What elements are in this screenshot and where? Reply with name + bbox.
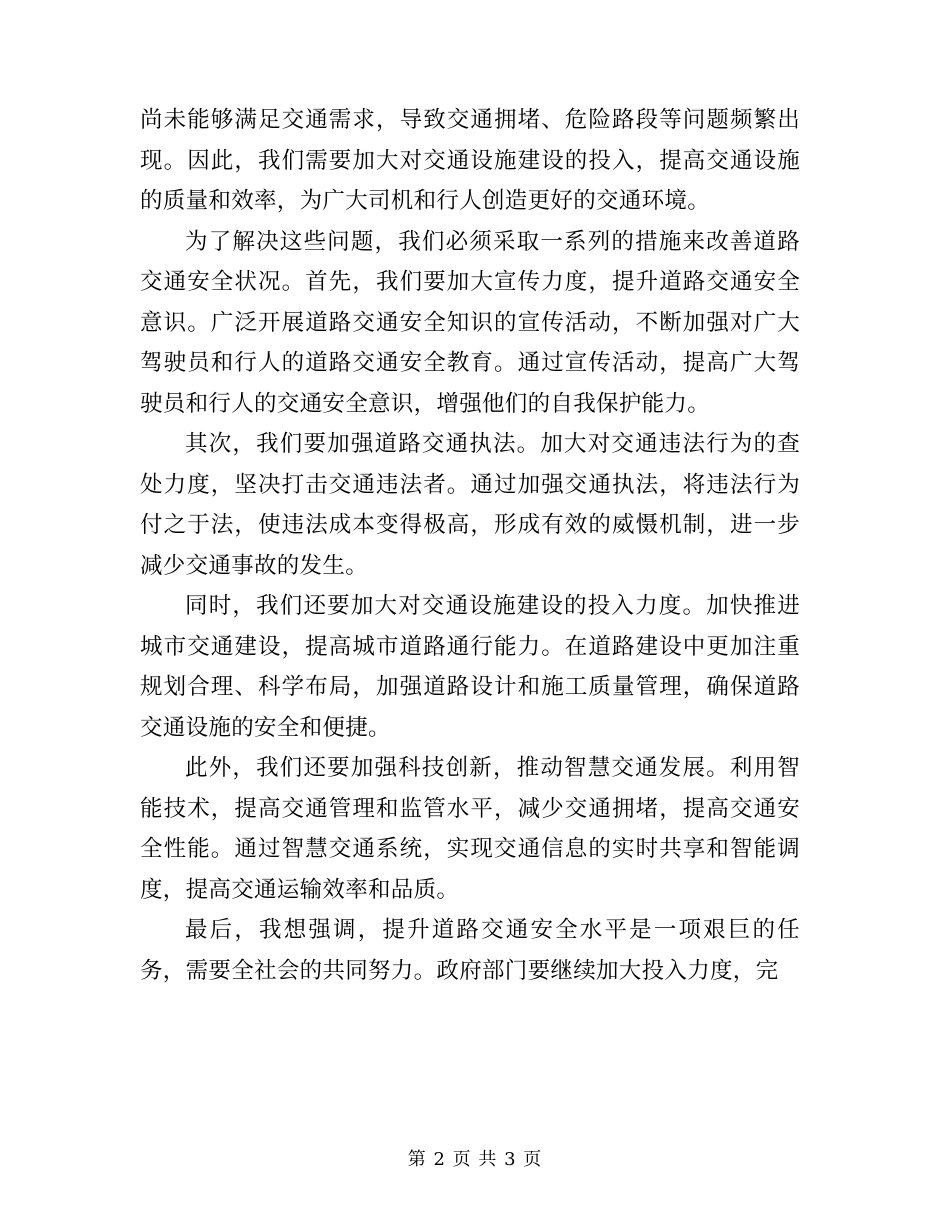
paragraph-law-enforcement: 其次，我们要加强道路交通执法。加大对交通违法行为的查处力度，坚决打击交通违法者。通过加强交通执法，将违法行为付之于法，使违法成本变得极高，形成有效的威慑机制，进一步减少交通事故的发生。 bbox=[140, 431, 800, 579]
paragraph-smart-traffic: 此外，我们还要加强科技创新，推动智慧交通发展。利用智能技术，提高交通管理和监管水平，减少交通拥堵，提高交通安全性能。通过智慧交通系统，实现交通信息的实时共享和智能调度，提高交通运输效率和品质。 bbox=[140, 755, 800, 903]
paragraph-conclusion: 最后，我想强调，提升道路交通安全水平是一项艰巨的任务，需要全社会的共同努力。政府部门要继续加大投入力度，完 bbox=[140, 917, 800, 984]
page-number-footer: 第 2 页 共 3 页 bbox=[407, 1149, 543, 1170]
paragraph-measures-intro: 为了解决这些问题，我们必须采取一系列的措施来改善道路交通安全状况。首先，我们要加大宣传力度，提升道路交通安全意识。广泛开展道路交通安全知识的宣传活动，不断加强对广大驾驶员和行人的道路交通安全教育。通过宣传活动，提高广大驾驶员和行人的交通安全意识，增强他们的自我保护能力。 bbox=[140, 228, 800, 417]
paragraph-infrastructure: 同时，我们还要加大对交通设施建设的投入力度。加快推进城市交通建设，提高城市道路通行能力。在道路建设中更加注重规划合理、科学布局，加强道路设计和施工质量管理，确保道路交通设施的安全和便捷。 bbox=[140, 593, 800, 741]
paragraph-continued: 尚未能够满足交通需求，导致交通拥堵、危险路段等问题频繁出现。因此，我们需要加大对交通设施建设的投入，提高交通设施的质量和效率，为广大司机和行人创造更好的交通环境。 bbox=[140, 107, 800, 214]
document-body bbox=[140, 100, 800, 991]
